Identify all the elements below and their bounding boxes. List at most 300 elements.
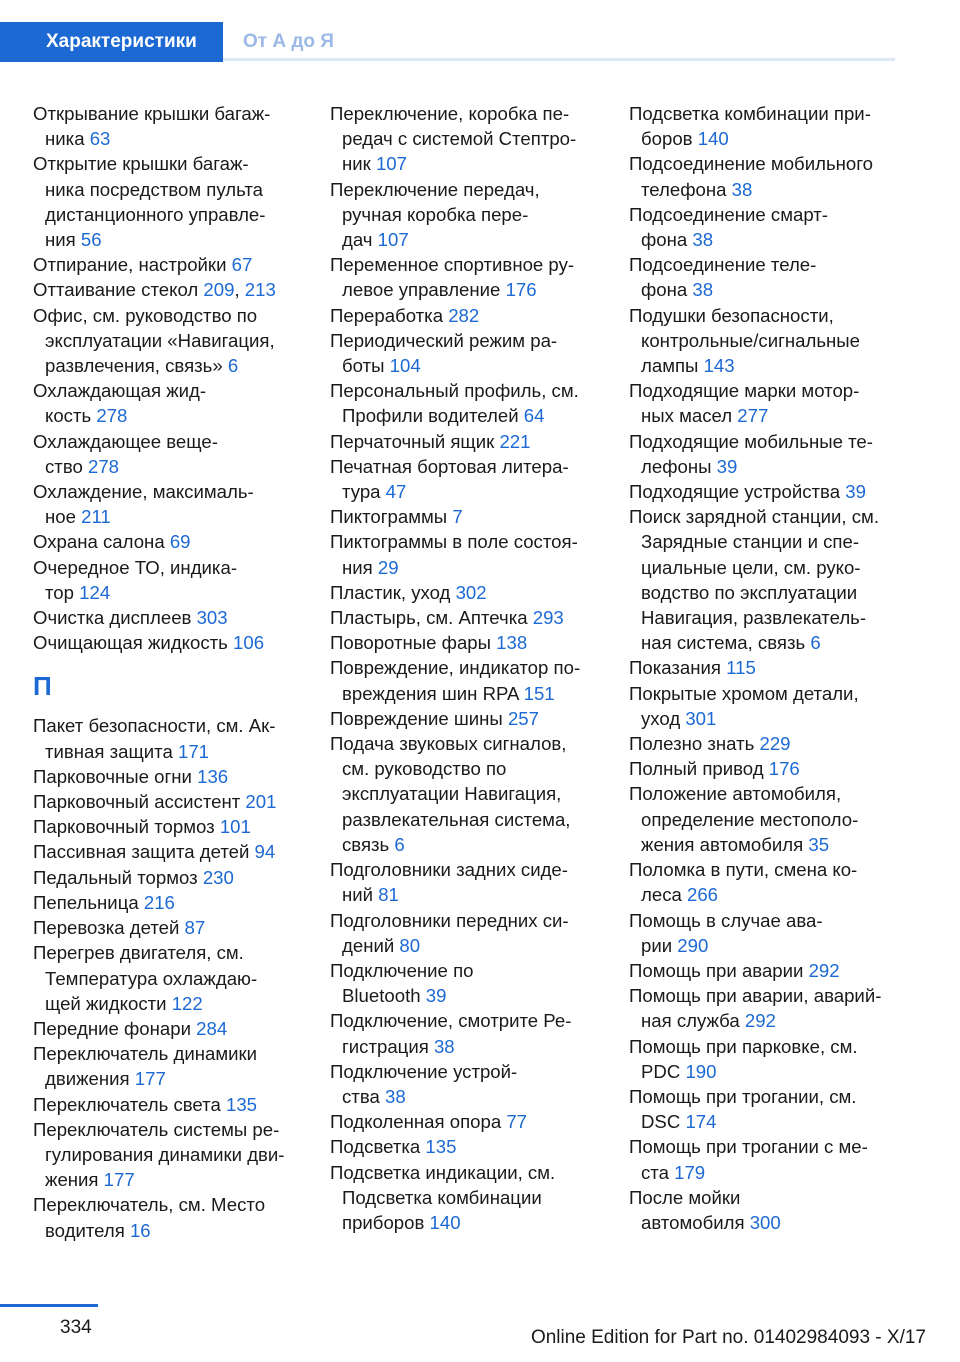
page-reference-link[interactable]: 67 [231, 254, 253, 276]
page-reference-link[interactable]: 176 [505, 279, 537, 301]
entry-text: Пассивная защита детей [33, 841, 255, 863]
entry-text: Перчаточный ящик [330, 430, 500, 452]
entry-text: Помощь при аварии, аварий- [629, 985, 882, 1007]
entry-first-line [629, 303, 897, 328]
page-reference-link[interactable]: 143 [703, 355, 735, 377]
page-reference-link[interactable]: 94 [254, 841, 276, 863]
entry-first-line [330, 655, 598, 680]
entry-first-line [629, 429, 897, 454]
entry-text: Покрытые хромом детали, [629, 682, 859, 704]
entry-first-line [330, 1160, 598, 1185]
entry-continuation-line [330, 555, 598, 580]
entry-continuation-line [629, 353, 897, 378]
entry-text: Переменное спортивное ру- [330, 254, 575, 276]
page-reference-link[interactable]: 107 [377, 229, 409, 251]
page-reference-link[interactable]: 266 [687, 884, 719, 906]
entry-text: DSC [641, 1111, 686, 1133]
index-entry [33, 529, 301, 554]
entry-first-line [33, 429, 301, 454]
entry-first-line [330, 1134, 598, 1159]
entry-text: Подходящие мобильные те- [629, 430, 873, 452]
entry-continuation-line [330, 1185, 598, 1210]
entry-text: Температура охлаждаю- [45, 967, 258, 989]
entry-continuation-line [629, 1160, 897, 1185]
index-entry [629, 781, 897, 857]
page-reference-link[interactable]: 174 [685, 1111, 717, 1133]
entry-first-line [629, 857, 897, 882]
page-reference-link[interactable]: 104 [389, 355, 421, 377]
entry-first-line [330, 454, 598, 479]
page-reference-link[interactable]: 39 [425, 985, 447, 1007]
page-reference-link[interactable]: 216 [143, 891, 175, 913]
page-reference-link[interactable]: 140 [697, 128, 729, 150]
page-reference-link[interactable]: 302 [455, 581, 487, 603]
entry-first-line [33, 151, 301, 176]
entry-text: кость [45, 405, 97, 427]
index-entry [33, 303, 301, 379]
entry-text: лефоны [641, 455, 717, 477]
entry-continuation-line [629, 1109, 897, 1134]
entry-first-line [33, 555, 301, 580]
page-reference-link[interactable]: 201 [245, 791, 277, 813]
entry-continuation-line [629, 277, 897, 302]
entry-text: Подголовники передних си- [330, 909, 569, 931]
entry-text: гулирования динамики дви- [45, 1143, 285, 1165]
index-column-1 [33, 101, 301, 1243]
entry-text: щей жидкости [45, 992, 172, 1014]
entry-continuation-line [629, 832, 897, 857]
page-reference-link[interactable]: 77 [506, 1111, 528, 1133]
index-entry [33, 764, 301, 789]
entry-text: ство [45, 455, 88, 477]
page-reference-link[interactable]: 278 [96, 405, 128, 427]
page-reference-link[interactable]: 290 [677, 934, 709, 956]
entry-first-line [629, 1134, 897, 1159]
entry-first-line [330, 958, 598, 983]
entry-first-line [330, 1109, 598, 1134]
entry-text: Подача звуковых сигналов, [330, 733, 567, 755]
page-reference-link[interactable]: 278 [88, 455, 120, 477]
entry-text: Зарядные станции и спе- [641, 531, 860, 553]
index-entry [629, 303, 897, 379]
page-reference-link[interactable]: 56 [80, 229, 102, 251]
entry-first-line [33, 1041, 301, 1066]
index-entry [33, 940, 301, 1016]
page-reference-link[interactable]: 293 [532, 607, 564, 629]
entry-continuation-line [629, 580, 897, 605]
entry-text: Подушки безопасности, [629, 304, 834, 326]
entry-text: Открывание крышки багаж- [33, 103, 271, 124]
entry-text: Переключатель системы ре- [33, 1118, 280, 1140]
entry-text: Bluetooth [342, 985, 426, 1007]
entry-text: Помощь в случае ава- [629, 909, 823, 931]
entry-continuation-line [33, 227, 301, 252]
entry-text: Периодический режим ра- [330, 329, 558, 351]
entry-continuation-line [33, 1142, 301, 1167]
page-reference-link[interactable]: 300 [749, 1211, 781, 1233]
section-heading: П [33, 671, 52, 702]
page-reference-link[interactable]: 135 [425, 1136, 457, 1158]
entry-continuation-line [330, 781, 598, 806]
entry-text: телефона [641, 178, 732, 200]
index-entry [629, 1185, 897, 1235]
entry-text: жения [45, 1169, 104, 1191]
entry-text: ника [45, 128, 90, 150]
entry-text: Помощь при парковке, см. [629, 1035, 858, 1057]
entry-first-line [629, 983, 897, 1008]
entry-text: водителя [45, 1219, 130, 1241]
index-entry [330, 580, 598, 605]
entry-text: Поворотные фары [330, 632, 497, 654]
page-reference-link[interactable]: 136 [197, 765, 229, 787]
entry-text: ная система, связь [641, 632, 811, 654]
entry-first-line [33, 378, 301, 403]
index-entry [629, 202, 897, 252]
entry-text: Переработка [330, 304, 449, 326]
entry-first-line [330, 328, 598, 353]
entry-first-line [33, 1117, 301, 1142]
entry-text: Повреждение, индикатор по- [330, 657, 581, 679]
index-entry [330, 378, 598, 428]
entry-first-line [330, 177, 598, 202]
index-entry [330, 454, 598, 504]
page-reference-link[interactable]: 16 [129, 1219, 151, 1241]
page-reference-link[interactable]: 115 [726, 657, 756, 679]
entry-text: приборов [342, 1211, 430, 1233]
entry-first-line [330, 1008, 598, 1033]
entry-continuation-line [330, 227, 598, 252]
entry-first-line [629, 756, 897, 781]
page-reference-link[interactable]: 39 [845, 481, 866, 503]
page-reference-link[interactable]: 63 [89, 128, 111, 150]
entry-continuation-line [629, 177, 897, 202]
page-reference-link[interactable]: 230 [202, 866, 234, 888]
entry-text: уход [641, 707, 686, 729]
page-reference-link[interactable]: 39 [716, 455, 738, 477]
entry-continuation-line [330, 681, 598, 706]
index-entry [330, 504, 598, 529]
entry-text: Помощь при трогании с ме- [629, 1136, 868, 1158]
entry-first-line [33, 630, 301, 655]
entry-continuation-line [330, 1034, 598, 1059]
page-reference-link[interactable]: 6 [810, 632, 821, 654]
page-reference-link[interactable]: 80 [399, 934, 421, 956]
page-reference-link[interactable]: 171 [178, 740, 210, 762]
index-entry [33, 605, 301, 630]
page-reference-link[interactable]: 151 [523, 682, 555, 704]
entry-continuation-line [629, 807, 897, 832]
entry-text: леса [641, 884, 687, 906]
page-reference-link[interactable]: 106 [233, 632, 265, 654]
entry-text: развлечения, связь» [45, 355, 228, 377]
entry-continuation-line [330, 202, 598, 227]
entry-first-line [33, 101, 301, 126]
entry-text: фона [641, 229, 693, 251]
entry-text: Переключение, коробка пе- [330, 103, 570, 124]
entry-first-line [330, 580, 598, 605]
entry-first-line [629, 958, 897, 983]
index-entry [629, 857, 897, 907]
page-reference-link[interactable]: 47 [385, 481, 407, 503]
entry-first-line [629, 151, 897, 176]
entry-continuation-line [330, 933, 598, 958]
entry-text: Очищающая жидкость [33, 632, 234, 654]
entry-continuation-line [629, 529, 897, 554]
entry-text: гистрация [342, 1035, 434, 1057]
page-reference-link[interactable]: 221 [499, 430, 531, 452]
entry-text: боров [641, 128, 698, 150]
page-reference-link[interactable]: 284 [196, 1017, 228, 1039]
entry-text: ства [342, 1085, 385, 1107]
page-reference-link[interactable]: 301 [685, 707, 717, 729]
tab-underline [223, 58, 895, 61]
entry-first-line [33, 940, 301, 965]
index-entry [330, 252, 598, 302]
entry-text: тура [342, 481, 386, 503]
page-reference-link[interactable]: 35 [808, 833, 830, 855]
entry-text: ника посредством пульта [45, 178, 263, 200]
index-entry [629, 958, 897, 983]
entry-first-line [629, 202, 897, 227]
index-entry [629, 681, 897, 731]
entry-first-line [33, 814, 301, 839]
page-reference-link[interactable]: 176 [768, 758, 800, 780]
entry-first-line [33, 713, 301, 738]
page-reference-link[interactable]: 292 [744, 1010, 776, 1032]
page-reference-link[interactable]: 282 [448, 304, 480, 326]
index-entry [33, 252, 301, 277]
entry-text: редач с системой Стептро- [342, 128, 577, 150]
entry-first-line [629, 1084, 897, 1109]
entry-continuation-line [33, 739, 301, 764]
entry-continuation-line [330, 277, 598, 302]
entry-continuation-line [629, 227, 897, 252]
entry-first-line [33, 839, 301, 864]
entry-first-line [33, 277, 301, 302]
entry-first-line [629, 101, 897, 126]
entry-first-line [33, 1016, 301, 1041]
page-reference-link[interactable]: 257 [507, 707, 539, 729]
page-reference-link[interactable]: 38 [385, 1085, 406, 1107]
index-entry [629, 983, 897, 1033]
entry-text: Подключение по [330, 959, 474, 981]
entry-first-line [330, 504, 598, 529]
page-reference-link[interactable]: 211 [81, 506, 111, 528]
entry-text: дач [342, 229, 378, 251]
page-reference-link[interactable]: 177 [103, 1169, 135, 1191]
entry-first-line [33, 479, 301, 504]
entry-text: Очередное ТО, индика- [33, 556, 238, 578]
entry-text: боты [342, 355, 390, 377]
entry-first-line [33, 915, 301, 940]
index-entry [330, 303, 598, 328]
entry-text: Полный привод [629, 758, 769, 780]
index-entry [33, 1192, 301, 1242]
entry-text: Отпирание, настройки [33, 254, 232, 276]
entry-text: Подсветка комбинации при- [629, 103, 871, 124]
entry-text: тор [45, 581, 80, 603]
page-reference-link[interactable]: 213 [244, 279, 276, 301]
entry-continuation-line [629, 933, 897, 958]
entry-continuation-line [330, 807, 598, 832]
index-entry [330, 429, 598, 454]
entry-text: Охрана салона [33, 531, 170, 553]
entry-first-line [33, 252, 301, 277]
entry-continuation-line [330, 983, 598, 1008]
entry-continuation-line [33, 403, 301, 428]
entry-continuation-line [33, 328, 301, 353]
entry-first-line [629, 479, 897, 504]
entry-text: контрольные/сигнальные [641, 329, 861, 351]
index-entry [33, 479, 301, 529]
entry-continuation-line [33, 1218, 301, 1243]
page-reference-link[interactable]: 38 [433, 1035, 455, 1057]
entry-text: водство по эксплуатации [641, 581, 858, 603]
entry-first-line [629, 378, 897, 403]
entry-text: дистанционного управле- [45, 203, 266, 225]
entry-text: см. руководство по [342, 758, 507, 780]
entry-text: Подходящие марки мотор- [629, 380, 860, 402]
page-reference-link[interactable]: 229 [759, 733, 791, 755]
index-entry [330, 655, 598, 705]
entry-continuation-line [330, 1210, 598, 1235]
entry-first-line [330, 101, 598, 126]
entry-text: циальные цели, см. руко- [641, 556, 861, 578]
page-reference-link[interactable]: 209 [203, 279, 235, 301]
page-reference-link[interactable]: 38 [692, 279, 714, 301]
entry-text: ручная коробка пере- [342, 203, 529, 225]
index-entry [629, 655, 897, 680]
page-reference-link[interactable]: 69 [169, 531, 191, 553]
entry-text: Переключение передач, [330, 178, 540, 200]
entry-continuation-line [629, 1210, 897, 1235]
index-entry [330, 1134, 598, 1159]
chapter-tab-bar [0, 0, 895, 62]
entry-text: развлекательная система, [342, 808, 571, 830]
entry-continuation-line [629, 555, 897, 580]
entry-text: ния [45, 229, 81, 251]
index-entry [330, 630, 598, 655]
index-entry [33, 277, 301, 302]
entry-text: лампы [641, 355, 704, 377]
page-reference-link[interactable]: 179 [674, 1161, 706, 1183]
page-reference-link[interactable]: 6 [394, 833, 405, 855]
index-entry [33, 1117, 301, 1193]
entry-text: Парковочные огни [33, 765, 198, 787]
entry-first-line [629, 655, 897, 680]
entry-text: Педальный тормоз [33, 866, 203, 888]
entry-text: Подсоединение мобильного [629, 153, 873, 175]
index-entry [629, 101, 897, 151]
entry-text: Печатная бортовая литера- [330, 455, 569, 477]
index-entry [330, 958, 598, 1008]
entry-continuation-line [330, 151, 598, 176]
entry-first-line [629, 1034, 897, 1059]
entry-text: Парковочный тормоз [33, 816, 220, 838]
entry-text: Подсветка комбинации [342, 1186, 542, 1208]
page-reference-link[interactable]: 101 [219, 816, 251, 838]
page-reference-link[interactable]: 124 [79, 581, 111, 603]
page-reference-link[interactable]: 190 [685, 1060, 717, 1082]
entry-text: эксплуатации «Навигация, [45, 329, 275, 351]
entry-text: жения автомобиля [641, 833, 809, 855]
entry-text: Очистка дисплеев [33, 607, 197, 629]
tab-a-to-z[interactable]: От А до Я [243, 31, 334, 52]
index-column-2 [330, 101, 598, 1235]
index-entry [330, 1059, 598, 1109]
page-reference-link[interactable]: 7 [452, 506, 463, 528]
entry-text: Охлаждающее веще- [33, 430, 218, 452]
page-reference-link[interactable]: 29 [377, 556, 399, 578]
index-entry [33, 630, 301, 655]
entry-first-line [33, 789, 301, 814]
entry-text: Поломка в пути, смена ко- [629, 859, 858, 881]
index-entry [33, 1092, 301, 1117]
entry-text: Пепельница [33, 891, 144, 913]
entry-text: Подколенная опора [330, 1111, 507, 1133]
entry-first-line [330, 378, 598, 403]
entry-first-line [629, 504, 897, 529]
index-entry [33, 713, 301, 763]
entry-text: Показания [629, 657, 727, 679]
page-reference-link[interactable]: 140 [429, 1211, 461, 1233]
page-reference-link[interactable]: 107 [375, 153, 407, 175]
page-reference-link[interactable]: 38 [692, 229, 714, 251]
entry-text: Подголовники задних сиде- [330, 859, 568, 881]
entry-text: Переключатель динамики [33, 1043, 258, 1065]
index-entry [629, 1084, 897, 1134]
page-reference-link[interactable]: 6 [227, 355, 239, 377]
index-entry [33, 1016, 301, 1041]
entry-text: Пакет безопасности, см. Ак- [33, 715, 276, 737]
entry-first-line [33, 529, 301, 554]
entry-first-line [330, 857, 598, 882]
entry-first-line [629, 681, 897, 706]
entry-text: Охлаждающая жид- [33, 380, 207, 402]
entry-text: определение местополо- [641, 808, 859, 830]
index-entry [629, 1034, 897, 1084]
page-reference-link[interactable]: 38 [731, 178, 753, 200]
tab-characteristics[interactable]: Характеристики [0, 22, 223, 62]
page-reference-link[interactable]: 303 [196, 607, 228, 629]
entry-first-line [330, 1059, 598, 1084]
entry-text: Полезно знать [629, 733, 760, 755]
entry-first-line [330, 529, 598, 554]
entry-text: эксплуатации Навигация, [342, 783, 562, 805]
page-reference-link[interactable]: 64 [523, 405, 545, 427]
entry-continuation-line [33, 966, 301, 991]
page-reference-link[interactable]: 292 [808, 959, 840, 981]
page-number: 334 [60, 1317, 92, 1338]
entry-text: Подключение, смотрите Ре- [330, 1010, 572, 1032]
entry-continuation-line [629, 605, 897, 630]
page-reference-link[interactable]: 177 [134, 1068, 166, 1090]
page-reference-link[interactable]: 138 [496, 632, 528, 654]
entry-text: Помощь при трогании, см. [629, 1085, 857, 1107]
page-reference-link[interactable]: 135 [225, 1093, 258, 1115]
page-reference-link[interactable]: 87 [184, 917, 206, 939]
entry-first-line [33, 1092, 301, 1117]
entry-text: Помощь при аварии [629, 959, 809, 981]
entry-continuation-line [330, 882, 598, 907]
entry-first-line [33, 605, 301, 630]
page-reference-link[interactable]: 122 [171, 992, 203, 1014]
page-reference-link[interactable]: 277 [737, 405, 769, 427]
entry-text: автомобиля [641, 1211, 750, 1233]
entry-continuation-line [629, 630, 897, 655]
entry-continuation-line [33, 1066, 301, 1091]
page-reference-link[interactable]: 81 [378, 884, 399, 906]
